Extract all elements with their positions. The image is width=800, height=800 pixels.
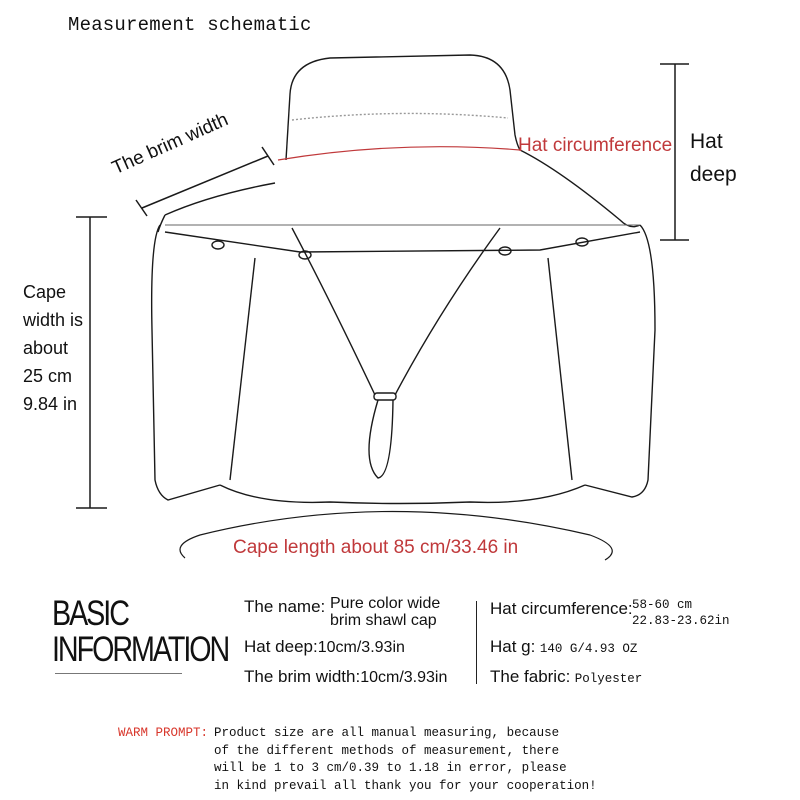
info-name-value: Pure color wide brim shawl cap xyxy=(330,595,441,629)
info-circumference-row xyxy=(490,599,633,619)
hat-deep-label: Hat deep xyxy=(690,130,737,186)
info-hat-deep-row xyxy=(244,637,405,657)
cape-length-label: Cape length about 85 cm/33.46 in xyxy=(233,537,519,558)
info-name-row xyxy=(244,597,325,617)
info-weight-row xyxy=(490,637,637,657)
info-key: Hat g: xyxy=(490,637,536,656)
info-key: The fabric: xyxy=(490,667,571,686)
hat-circumference-label: Hat circumference xyxy=(518,135,673,156)
warm-prompt-line: in kind prevail all thank you for your cooperation! xyxy=(214,778,597,793)
warm-prompt xyxy=(118,725,597,795)
info-value: 140 G/4.93 OZ xyxy=(539,642,638,656)
info-brim-width-row xyxy=(244,667,447,687)
cape-width-label: Cape width is about 25 cm 9.84 in xyxy=(23,282,84,414)
info-value: 10cm/3.93in xyxy=(317,639,405,656)
brim-width-label: The brim width xyxy=(109,109,232,180)
info-key: The name: xyxy=(244,597,326,616)
info-key: The brim width: xyxy=(244,667,361,686)
warm-prompt-line: of the different methods of measurement, there xyxy=(214,743,560,758)
info-fabric-row xyxy=(490,667,642,687)
info-left-column xyxy=(244,595,474,690)
warm-prompt-label: WARM PROMPT: xyxy=(118,726,209,740)
heading-underline xyxy=(55,673,182,674)
info-value: 10cm/3.93in xyxy=(360,669,448,686)
basic-information-heading: BASIC INFORMATION xyxy=(52,594,229,669)
warm-prompt-line: will be 1 to 3 cm/0.39 to 1.18 in error, please xyxy=(214,761,567,775)
info-divider xyxy=(476,601,477,684)
info-key: Hat deep: xyxy=(244,637,318,656)
hat-crown-outline xyxy=(290,55,520,150)
info-right-column xyxy=(490,597,790,692)
info-circumference-value: 58-60 cm 22.83-23.62in xyxy=(632,598,730,628)
info-value: Polyester xyxy=(574,672,643,686)
info-key: Hat circumference: xyxy=(490,599,633,618)
warm-prompt-line: Product size are all manual measuring, because xyxy=(214,726,560,740)
hat-circumference-line xyxy=(278,147,520,160)
page-title: Measurement schematic xyxy=(68,14,312,36)
